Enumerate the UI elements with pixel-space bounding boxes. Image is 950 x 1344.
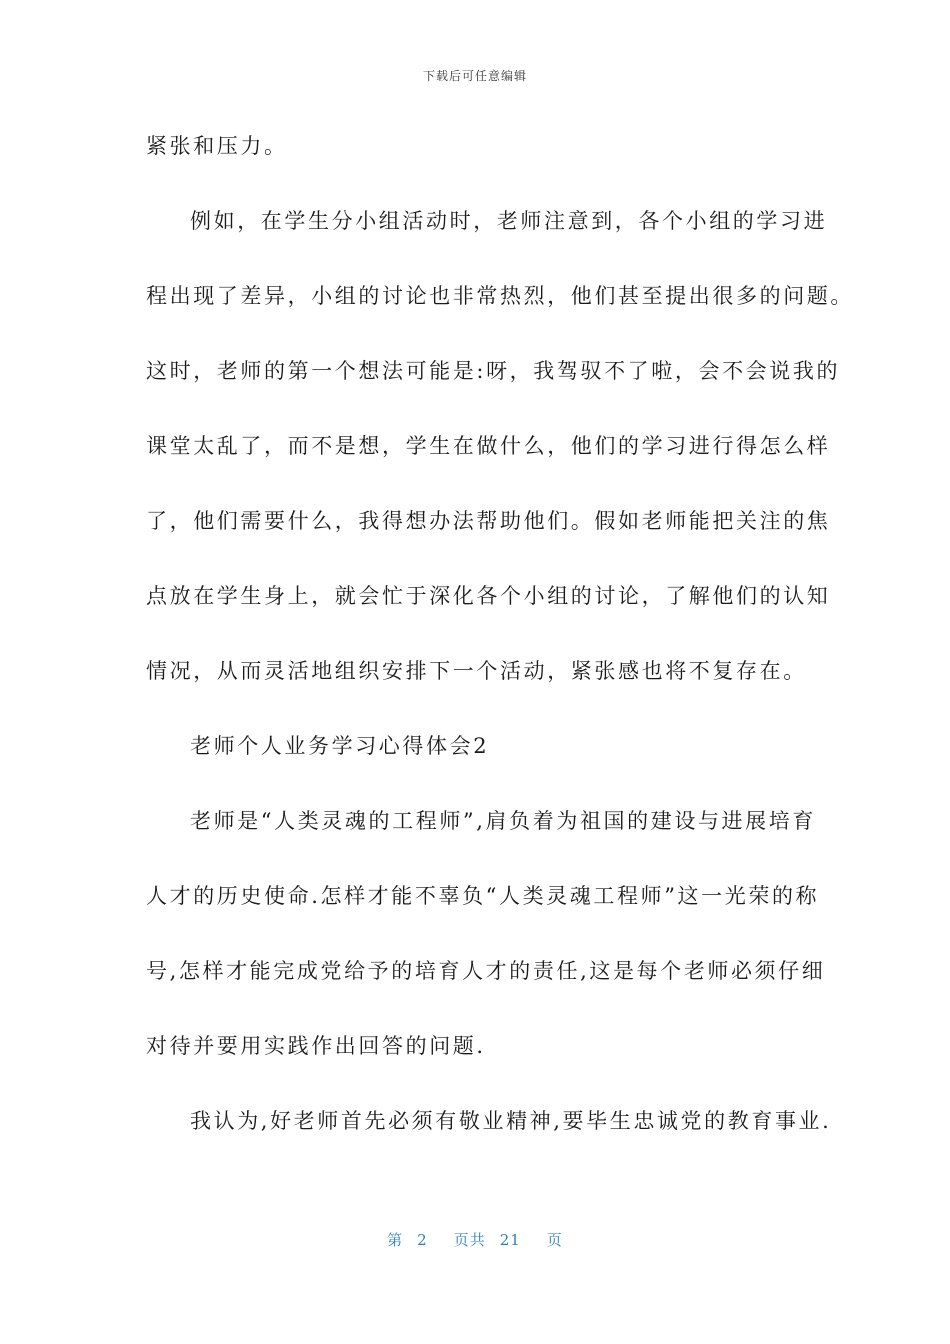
paragraph-line: 情况，从而灵活地组织安排下一个活动，紧张感也将不复存在。 (146, 659, 807, 683)
header-note: 下载后可任意编辑 (422, 69, 527, 83)
paragraph-line: 对待并要用实践作出回答的问题. (146, 1034, 486, 1058)
current-page-number: 2 (417, 1231, 428, 1249)
footer-prefix: 第 (387, 1231, 404, 1249)
section-heading: 老师个人业务学习心得体会2 (190, 734, 490, 758)
paragraph-line: 点放在学生身上，就会忙于深化各个小组的讨论，了解他们的认知 (146, 584, 831, 608)
footer-suffix: 页 (546, 1231, 563, 1249)
paragraph-line: 这时，老师的第一个想法可能是:呀，我驾驭不了啦，会不会说我的 (146, 359, 841, 383)
paragraph-line: 我认为,好老师首先必须有敬业精神,要毕生忠诚党的教育事业. (190, 1109, 832, 1133)
paragraph-line: 号,怎样才能完成党给予的培育人才的责任,这是每个老师必须仔细 (146, 959, 826, 983)
paragraph-line: 紧张和压力。 (146, 134, 288, 158)
total-pages-number: 21 (499, 1231, 521, 1249)
paragraph-line: 老师是“人类灵魂的工程师”,肩负着为祖国的建设与进展培育 (190, 809, 816, 833)
footer-middle: 页共 (453, 1231, 486, 1249)
paragraph-line: 程出现了差异，小组的讨论也非常热烈，他们甚至提出很多的问题。 (146, 284, 854, 308)
page-footer (0, 1229, 950, 1250)
paragraph-line: 课堂太乱了，而不是想，学生在做什么，他们的学习进行得怎么样 (146, 434, 831, 458)
paragraph-line: 人才的历史使命.怎样才能不辜负“人类灵魂工程师”这一光荣的称 (146, 884, 820, 908)
paragraph-line: 了，他们需要什么，我得想办法帮助他们。假如老师能把关注的焦 (146, 509, 831, 533)
paragraph-line: 例如，在学生分小组活动时，老师注意到，各个小组的学习进 (190, 209, 828, 233)
document-body (146, 128, 854, 1178)
